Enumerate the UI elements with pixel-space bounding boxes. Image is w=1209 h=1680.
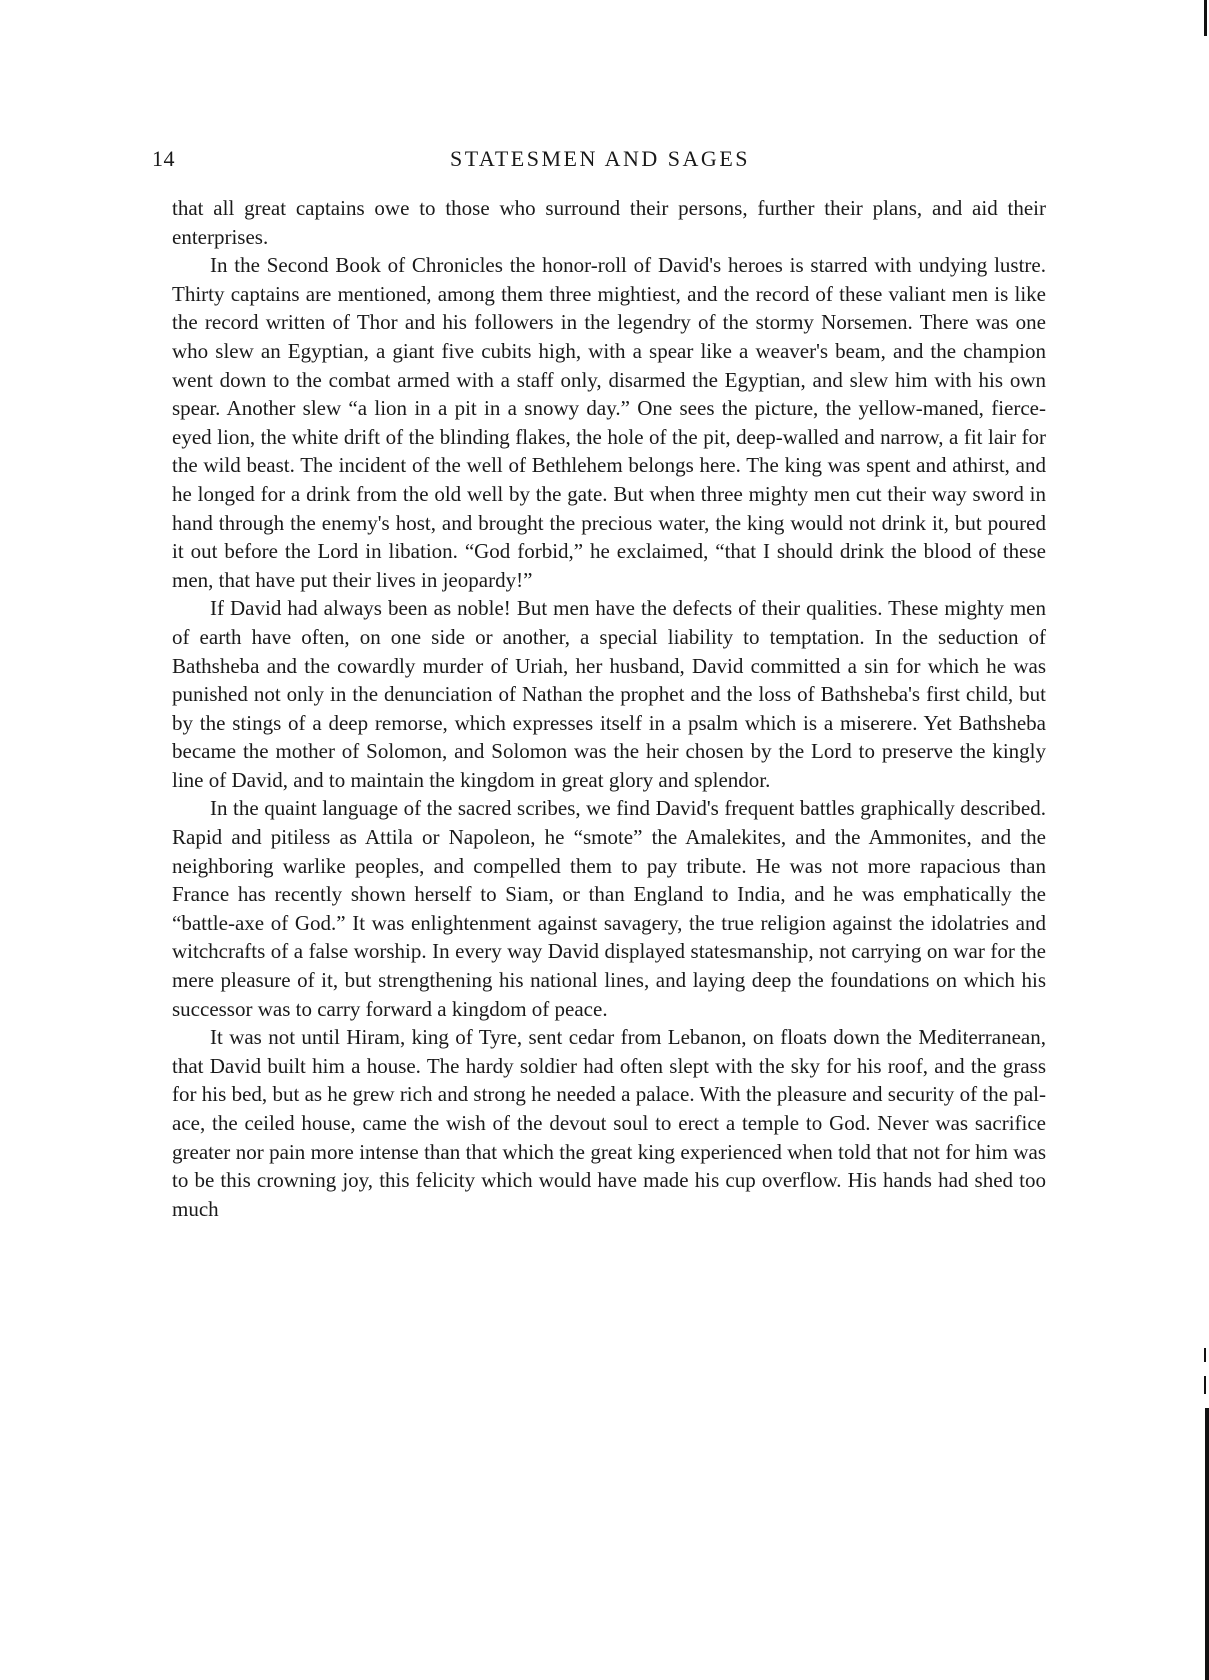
running-head xyxy=(152,146,1048,178)
paragraph-continued: that all great captains owe to those who surround their persons, further their plans, and aid their enterprises. xyxy=(172,196,1046,249)
paragraph: If David had always been as noble! But men have the defects of their qualities. These mighty men of earth have often, on one side or another, a special liability to temptation. In the seduction of Bathsheba and the cowardly murder of Uriah, her husband, David committed a sin for which he was punished not only in the denunciation of Nathan the prophet and the loss of Bathsheba's first child, but by the stings of a deep remorse, which expresses itself in a psalm which is a miserere. Yet Bathsheba became the mother of Solomon, and Solomon was the heir chosen by the Lord to preserve the kingly line of David, and to maintain the kingdom in great glory and splendor. xyxy=(172,596,1046,792)
paragraph: In the Second Book of Chronicles the honor-roll of David's heroes is starred with undying lustre. Thirty captains are mentioned, among them three mightiest, and the record of these valiant men is like the record written of Thor and his followers in the legendry of the stormy Norsemen. There was one who slew an Egyptian, a giant five cubits high, with a spear like a weaver's beam, and the champion went down to the combat armed with a staff only, disarmed the Egyptian, and slew him with his own spear. Another slew “a lion in a pit in a snowy day.” One sees the picture, the yellow-maned, fierce-eyed lion, the white drift of the blinding flakes, the hole of the pit, deep-walled and narrow, a fit lair for the wild beast. The incident of the well of Bethlehem belongs here. The king was spent and athirst, and he longed for a drink from the old well by the gate. But when three mighty men cut their way sword in hand through the enemy's host, and brought the precious water, the king would not drink it, but poured it out before the Lord in libation. “God forbid,” he exclaimed, “that I should drink the blood of these men, that have put their lives in jeopardy!” xyxy=(172,253,1046,592)
body-text xyxy=(172,194,1046,1223)
running-title: STATESMEN AND SAGES xyxy=(450,146,750,171)
scan-edge-mark xyxy=(1204,1348,1206,1362)
scan-edge-mark xyxy=(1204,1376,1206,1394)
scan-edge-mark xyxy=(1205,1408,1209,1680)
scan-edge-mark xyxy=(1204,0,1207,36)
paragraph: In the quaint language of the sacred scribes, we find David's frequent battles graphically described. Rapid and pitiless as Attila or Napoleon, he “smote” the Amalekites, and the Ammonites, and the neighboring warlike peoples, and compelled them to pay tribute. He was not more rapacious than France has recently shown herself to Siam, or than England to India, and he was emphatically the “battle-axe of God.” It was enlightenment against savagery, the true religion against the idolatries and witchcrafts of a false worship. In every way David displayed statesmanship, not carrying on war for the mere pleasure of it, but strengthening his national lines, and laying deep the foundations on which his successor was to carry forward a kingdom of peace. xyxy=(172,796,1046,1021)
paragraph: It was not until Hiram, king of Tyre, sent cedar from Lebanon, on floats down the Mediterranean, that David built him a house. The hardy soldier had often slept with the sky for his roof, and the grass for his bed, but as he grew rich and strong he needed a palace. With the pleasure and security of the palace, the ceiled house, came the wish of the devout soul to erect a temple to God. Never was sacrifice greater nor pain more intense than that which the great king experienced when told that not for him was to be this crowning joy, this felicity which would have made his cup overflow. His hands had shed too much xyxy=(172,1025,1046,1221)
page-number: 14 xyxy=(152,146,175,171)
